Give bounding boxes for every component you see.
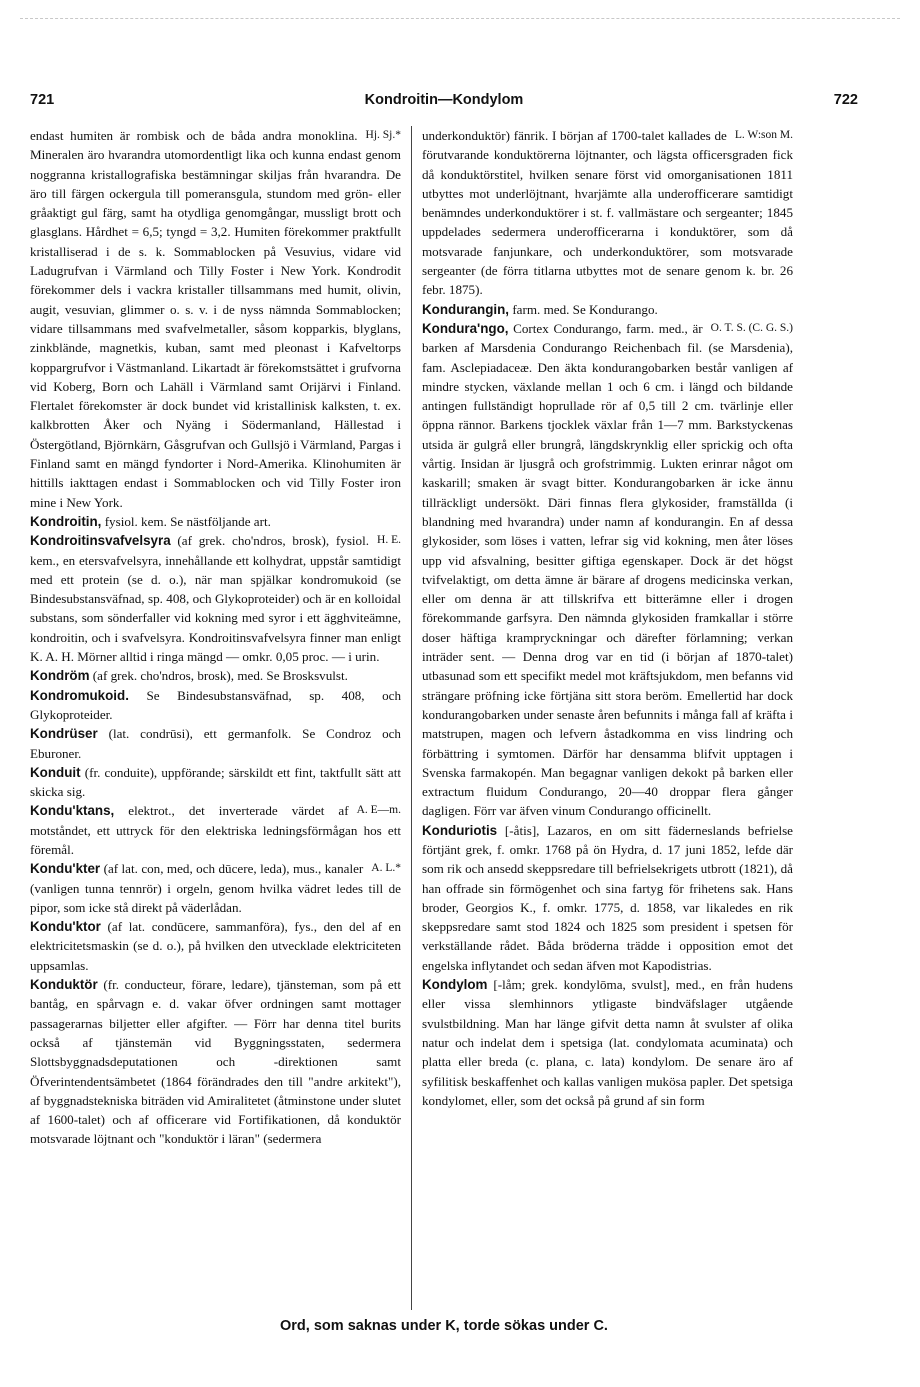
entry-text: [-åtis], Lazaros, en om sitt fäderneslands befrielse förtjänt grek, f. omkr. 1768 på ön Hydra, d. 17 juni 1852, lefde där som rik och ansedd skeppsredare till befrielsekrigets utbrott (1821), då han offrade sin förmögenhet och sina fartyg för frihetens sak. Hans broder, Georgios K., f. omkr. 1775, d. 1858, var likaledes en rik skeppsredare samt stod 1824 och 1825 som president i spetsen för verkställande rådet. Båda bröderna trädde i opposition emot det engelska inflytandet och sedan äfven mot Kapodistrias. xyxy=(422,822,793,973)
dictionary-entry xyxy=(30,666,401,685)
entry-headword: Kondroitin, xyxy=(30,513,102,529)
left-column xyxy=(30,126,401,1310)
dictionary-entry xyxy=(30,801,401,859)
entry-text: (fr. conducteur, förare, ledare), tjänsteman, som på ett bantåg, en spårvagn e. d. vakar öfver ordningen samt mottager passagerarnas biljetter eller afgifter. — Förr har denna titel burits också af tjänstemän vid Byggningsstaten, sedermera Slottsbyggnadsdeputationen och -direktionen samt Öfverintendentsämbetet (1864 förändrades den till "andre arkitekt"), af byggnadstekniska biträden vid Amiralitetet (åtminstone under slutet af 1600-talet) och af officerare vid Fortifikationen, då konduktör motsvarade löjtnant och "konduktör i läran" (sedermera xyxy=(30,977,401,1147)
dictionary-entry xyxy=(422,126,793,300)
entry-text: (af grek. cho'ndros, brosk), fysiol. kem., en etersvafvelsyra, innehållande ett kolhydrat, uppstår samtidigt med ett protein (se d. o.), när man spjälkar kondromukoid (se Bindesubstansväfnad, sp. 408, och Glykoproteider) och är en kolloidal substans, som sönderfaller vid kokning med syror i ett ägghviteämne, kondroitin, och i svafvelsyra. Kondroitinsvafvelsyra finner man enligt K. A. H. Mörner alltid i ringa mängd — omkr. 0,05 proc. — i urin. xyxy=(30,533,401,665)
page-footer-note: Ord, som saknas under K, torde sökas under C. xyxy=(280,1318,608,1334)
dictionary-entry xyxy=(422,300,793,319)
dictionary-entry xyxy=(30,975,401,1149)
dictionary-entry xyxy=(30,531,401,666)
dictionary-entry xyxy=(30,686,401,725)
dictionary-entry xyxy=(30,724,401,763)
entry-headword: Kondu'ktans, xyxy=(30,803,115,819)
author-signature: Hj. Sj.* xyxy=(365,129,401,141)
entry-text: farm. med. Se Kondurango. xyxy=(512,301,658,317)
running-title: Kondroitin—Kondylom xyxy=(364,92,524,108)
page-number-right: 722 xyxy=(833,92,858,108)
entry-text: fysiol. kem. Se nästföljande art. xyxy=(104,513,271,529)
page-header xyxy=(30,92,858,112)
entry-text: (af grek. cho'ndros, brosk), med. Se Brosksvulst. xyxy=(92,668,348,684)
entry-text: underkonduktör) fänrik. I början af 1700-talet kallades de förutvarande konduktörerna löjtnanter, och lägsta officersgraden fick då konduktörstitel, hvilken senare först vid omorganisationen 1811 utbyttes mot underlöjtnant, hvarjämte alla underofficerare samtidigt benämndes underkonduktörer i st. f. vallmästare och sergeanter; 1845 uppdelades sedermera underofficerarna i konduktörer, som då motsvarade fanjunkare, och underkonduktörer, som motsvarade sergeanter (de förra titlarna utbyttes mot de senare genom k. br. 26 febr. 1875). xyxy=(422,128,793,298)
dictionary-entry xyxy=(30,859,401,917)
dictionary-entry xyxy=(30,763,401,802)
entry-text: Se Bindesubstansväfnad, sp. 408, och Glykoproteider. xyxy=(30,687,401,722)
entry-text: Cortex Condurango, farm. med., är barken af Marsdenia Condurango Reichenbach fil. (se Marsdenia), fam. Asclepiadaceæ. Den äkta kondurangobarken består vanligen af mindre stycken, växlande mellan 1 och 6 cm. i längd och bildande antingen fullständigt hoprullade rör af 0,5 till 2 cm. tvärlinje eller öppna rännor. Barkens tjocklek växlar från 1—7 mm. Barkstyckenas utsida är gulgrå eller brungrå, längdskrynklig eller sprickig och ofta vårtig. Insidan är ljusgrå och grofstrimmig. Lukten erinrar något om kaskarill; smaken är svagt bitter. Kondurangobarken är icke ännu tillräckligt undersökt. Däri finnas flera glykosider, framställda (i blandning med hvarandra) under namn af kondurangin. En af dessa glykosider, som löses i vatten, lefrar sig vid kokning, men åter löses upp vid afsvalning, besitter giftiga egenskaper. Dock är det högst tvifvelaktigt, om detta ämne är bärare af drogens medicinska verkan, eller om denna är att tillskrifva ett bitterämne eller i drogen förekommande garfsyra. Den nämnda glykosiden framkallar i större doser häftiga krampryckningar och därefter förlamning; verkan inträder sent. — Denna drog var en tid (i början af 1870-talet) utbasunad som ett specifikt medel mot kräftsjukdom, men befanns vid strängare pröfning icke förtjäna sitt stora beröm. Emellertid har dock kondurangobarken under senaste åren befunnits i många fall af kräfta i matstrupen, magen och lefvern åstadkomma en viss lindring och förbättring i symtomen. Därför har densamma blifvit upptagen i Svenska farmakopén. Man begagnar vanligen dekokt på barken eller extractum fluidum Condurango, 20—40 droppar flera gånger dagligen. Förr var äfven vinum Condurango officinellt. xyxy=(422,320,793,819)
author-signature: H. E. xyxy=(377,534,401,547)
entry-headword: Konduktör xyxy=(30,977,98,993)
entry-text: [-låm; grek. kondylōma, svulst], med., en från hudens eller vissa slemhinnors ytligaste bindväfslager utgående svulstbildning. Man har länge gifvit detta namn åt svulster af olika natur och indelat dem i spetsiga (lat. condylomata acuminata) och platta eller breda (c. plana, c. lata) kondylom. De senare äro af syfilitisk beskaffenhet och kallas vanligen mukösa papler. Det spetsiga kondylomet, eller, som det också på grund af sin form xyxy=(422,977,793,1108)
entry-headword: Kondröm xyxy=(30,668,90,684)
entry-headword: Kondu'ktor xyxy=(30,919,101,935)
column-divider xyxy=(411,126,412,1310)
dictionary-entry xyxy=(30,917,401,975)
author-signature: A. E—m. xyxy=(356,804,401,817)
entry-text: (lat. condrūsi), ett germanfolk. Se Condroz och Eburoner. xyxy=(30,726,401,761)
author-signature: L. W:son M. xyxy=(734,129,793,141)
entry-headword: Kondurangin, xyxy=(422,301,510,317)
entry-headword: Konduit xyxy=(30,764,81,780)
entry-headword: Kondu'kter xyxy=(30,861,101,877)
author-signature: O. T. S. (C. G. S.) xyxy=(710,321,793,334)
author-signature: A. L.* xyxy=(371,862,401,875)
entry-headword: Kondroitinsvafvelsyra xyxy=(30,533,171,549)
page-number-left: 721 xyxy=(30,92,55,108)
entry-text: (af lat. condūcere, sammanföra), fys., den del af en elektricitetsmaskin (se d. o.), på hvilken den utvecklade elektriciteten uppsamlas. xyxy=(30,919,401,973)
entry-headword: Kondylom xyxy=(422,977,488,993)
entry-text: elektrot., det inverterade värdet af motståndet, ett uttryck för den elektriska ledningsförmågan hos ett föremål. xyxy=(30,803,401,857)
entry-headword: Kondura'ngo, xyxy=(422,320,509,336)
entry-headword: Kondromukoid. xyxy=(30,687,129,703)
entry-headword: Kondrüser xyxy=(30,726,98,742)
entry-text: (af lat. con, med, och dūcere, leda), mus., kanaler (vanligen tunna tennrör) i orgeln, genom hvilka vädret ledes till de pipor, som icke stå direkt på väderlådan. xyxy=(30,861,401,915)
dictionary-entry xyxy=(422,319,793,821)
dictionary-entry xyxy=(30,512,401,531)
entry-text: endast humiten är rombisk och de båda andra monoklina. Mineralen äro hvarandra utomordentligt lika och kunna endast genom noggranna kristallografiska bestämningar skiljas från hvarandra. De äro till färgen ockergula till pomeransgula, stundom med grön- eller gråaktigt gul färg, samt ha otydliga genomgångar, mussligt brott och glasglans. Hårdhet = 6,5; tyngd = 3,2. Humiten förekommer praktfullt kristalliserad i de s. k. Sommablocken på Vesuvius, vidare vid Ladugrufvan i Värmland och Tilly Foster i New York. Kondrodit förekommer dels i vackra kristaller tillsammans med humit, olivin, augit, vesuvian, glimmer o. s. v. i de nyss nämnda Sommablocken; vidare tillsammans med svafvelmetaller, såsom kopparkis, blyglans, zinkblände, magnetkis, kuban, samt med pleonast i Kafveltorps koppargrufvor i Västmanland. Likartadt är förekomstsättet i grufvorna vid Koberg, Born och Lahäll i Värmland samt Orijärvi i Finland. Flertalet förekomster är dock bundet vid kristallinisk kalksten, t. ex. kalkbrotten Åker och Nyäng i Södermanland, Hällestad i Östergötland, Björnkärn, Gåsgrufvan och Gullsjö i Värmland, Pargas i Finland samt en mängd fyndorter i Nord-Amerika. Klinohumiten är hittills iakttagen endast i Sommablocken och vid Tilly Foster iron mine i New York. xyxy=(30,128,401,510)
dictionary-entry xyxy=(422,821,793,975)
dictionary-entry xyxy=(422,975,793,1110)
scan-top-edge xyxy=(20,18,900,19)
right-column xyxy=(422,126,793,1310)
entry-headword: Konduriotis xyxy=(422,822,498,838)
dictionary-entry xyxy=(30,126,401,512)
entry-text: (fr. conduite), uppförande; särskildt ett fint, taktfullt sätt att skicka sig. xyxy=(30,764,401,800)
